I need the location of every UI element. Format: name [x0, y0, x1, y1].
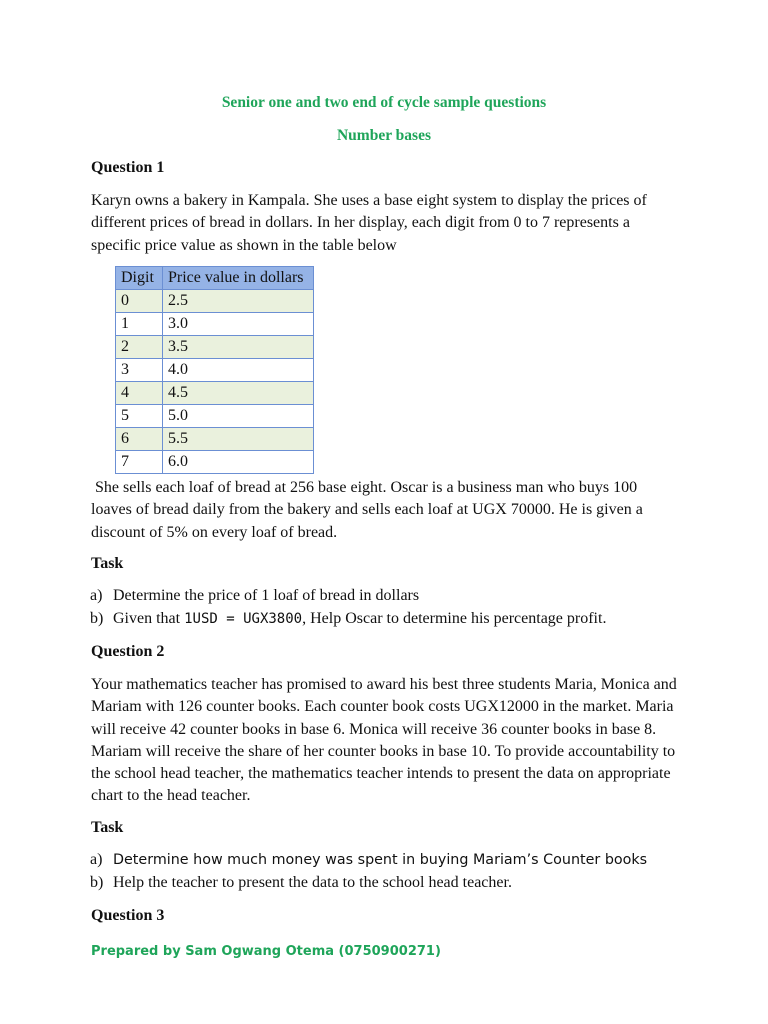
price-cell: 4.0 — [163, 359, 314, 382]
task-b-text-post: , Help Oscar to determine his percentage profit. — [302, 610, 607, 627]
question-2-heading: Question 2 — [91, 643, 165, 660]
digit-cell: 3 — [116, 359, 163, 382]
question-1-details: She sells each loaf of bread at 256 base eight. Oscar is a business man who buys 100 loaves of bread daily from the bakery and sells each loaf at UGX 70000. He is given a discount of 5% on every loaf of bread. — [91, 479, 643, 541]
digit-cell: 5 — [116, 405, 163, 428]
task-a-text: Determine how much money was spent in buying Mariam’s Counter books — [113, 852, 648, 868]
table-header-row — [116, 267, 314, 290]
price-cell: 4.5 — [163, 382, 314, 405]
digit-cell: 0 — [116, 290, 163, 313]
task-a-text: Determine the price of 1 loaf of bread in dollars — [113, 587, 420, 604]
column-header-digit: Digit — [116, 267, 163, 290]
table-row — [116, 428, 314, 451]
question-1-task-heading: Task — [91, 555, 124, 572]
footer-credit: Prepared by Sam Ogwang Otema (0750900271) — [91, 944, 441, 959]
digit-cell: 4 — [116, 382, 163, 405]
question-1-task-b — [90, 610, 606, 628]
table-row — [116, 336, 314, 359]
task-b-label: b) — [90, 610, 104, 627]
table-row — [116, 290, 314, 313]
price-cell: 2.5 — [163, 290, 314, 313]
question-2-intro: Your mathematics teacher has promised to award his best three students Maria, Monica and Mariam with 126 counter books. Each counter book costs UGX12000 in the market. Maria will receive 42 counter books in base 6. Monica will receive 36 counter books in base 8. Mariam will receive the share of her counter books in base 10. To provide accountability to the school head teacher, the mathematics teacher intends to present the data on appropriate chart to the head teacher. — [91, 676, 677, 805]
price-cell: 3.0 — [163, 313, 314, 336]
table-row — [116, 382, 314, 405]
table-row — [116, 359, 314, 382]
price-cell: 6.0 — [163, 451, 314, 474]
table-row — [116, 451, 314, 474]
digit-cell: 6 — [116, 428, 163, 451]
digit-cell: 7 — [116, 451, 163, 474]
document-title: Senior one and two end of cycle sample questions — [221, 94, 547, 111]
task-a-label: a) — [90, 851, 103, 868]
task-b-label: b) — [90, 874, 104, 891]
table-row — [116, 313, 314, 336]
digit-cell: 1 — [116, 313, 163, 336]
question-1-task-a — [90, 587, 419, 605]
digit-cell: 2 — [116, 336, 163, 359]
task-b-text: Help the teacher to present the data to the school head teacher. — [113, 874, 512, 891]
column-header-price: Price value in dollars — [163, 267, 314, 290]
price-cell: 5.0 — [163, 405, 314, 428]
task-a-label: a) — [90, 587, 103, 604]
question-2-task-b — [90, 874, 512, 892]
document-subtitle: Number bases — [336, 127, 431, 144]
question-1-heading: Question 1 — [91, 159, 165, 176]
question-2-task-a — [90, 851, 647, 869]
task-b-text-pre: Given that — [113, 610, 185, 627]
price-table — [115, 266, 314, 474]
table-row — [116, 405, 314, 428]
question-2-task-heading: Task — [91, 819, 124, 836]
price-cell: 5.5 — [163, 428, 314, 451]
question-3-heading: Question 3 — [91, 907, 165, 924]
price-cell: 3.5 — [163, 336, 314, 359]
exchange-rate-formula: 1USD = UGX3800 — [184, 611, 303, 627]
question-1-intro: Karyn owns a bakery in Kampala. She uses a base eight system to display the prices of different prices of bread in dollars. In her display, each digit from 0 to 7 represents a specific price value as shown in the table below — [91, 192, 647, 254]
